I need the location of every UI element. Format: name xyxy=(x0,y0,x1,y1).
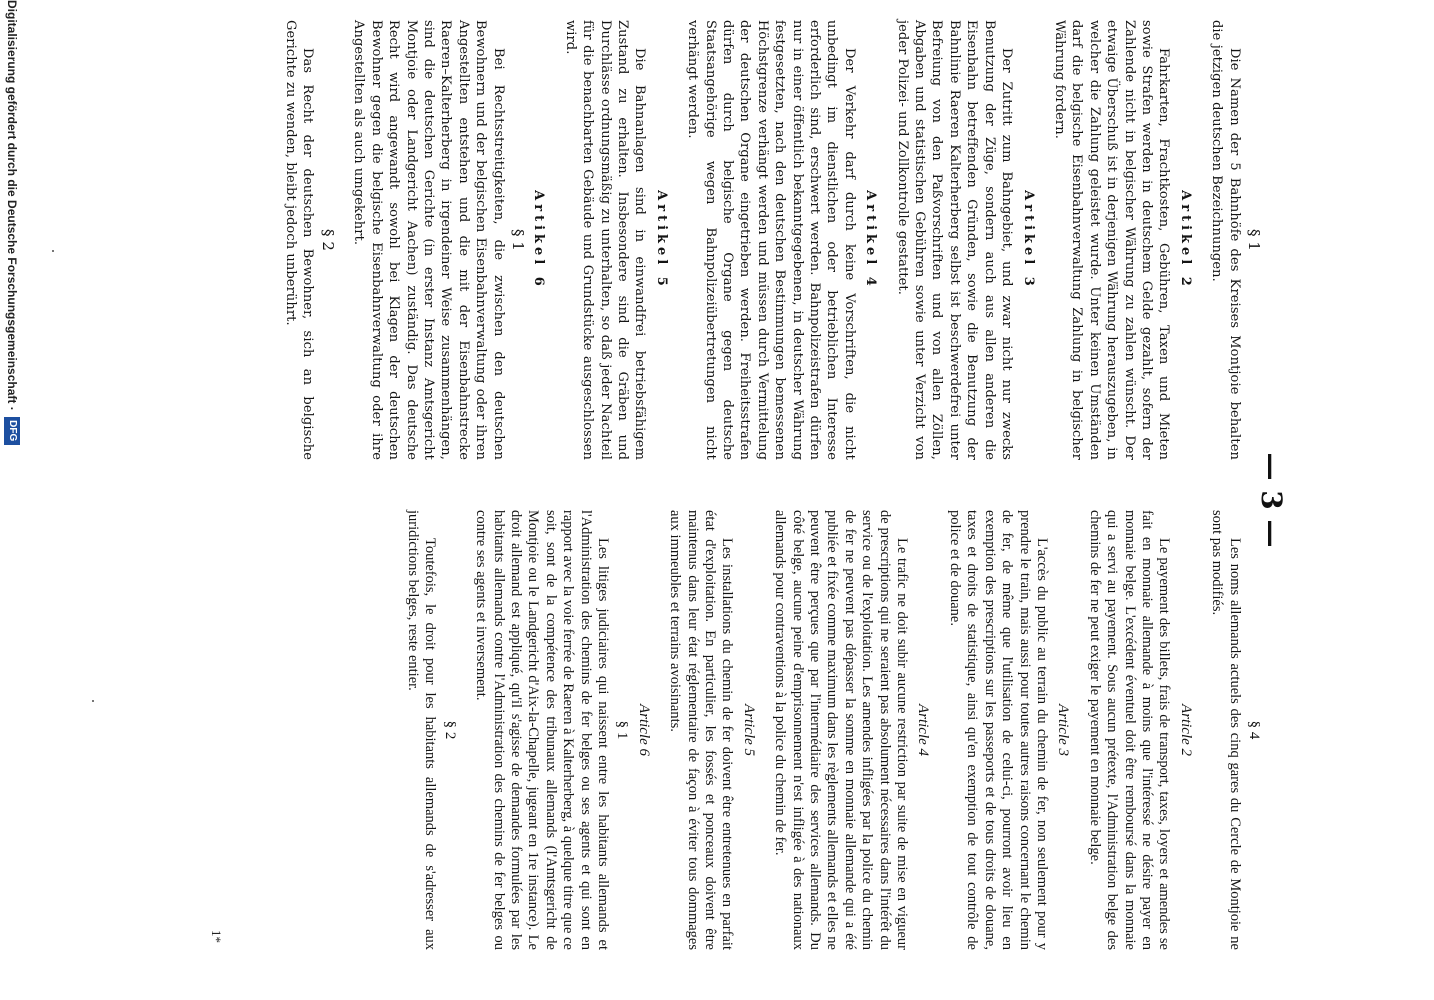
german-article-2-heading: Artikel 2 xyxy=(1177,190,1193,290)
german-section-1-text: Die Namen der 5 Bahnhöfe des Kreises Montjoie behalten die jetzigen deutschen Bezeichnungen. xyxy=(1209,20,1242,460)
french-article-3-heading: Article 3 xyxy=(1055,703,1072,757)
digitization-credit-text: Digitalisierung gefördert durch die Deutsche Forschungsgemeinschaft · xyxy=(5,0,19,411)
german-article-6-section-2-heading: § 2 xyxy=(318,228,337,252)
french-article-4-heading: Article 4 xyxy=(915,703,932,757)
page-number: — 3 — xyxy=(1255,452,1288,548)
german-article-6-section-1-text: Bei Rechtsstreitigkeiten, die zwischen den deutschen Bewohnern und der belgischen Eisenbahnverwaltung oder ihren Angestellten entstehen und die mit der Eisenbahnstrecke Raeren–Kalterherberg in irgendeiner Weise zusammenhängen, sind die deutschen Gerichte (in erster Instanz Amtsgericht Montjoie oder Landgericht Aachen) zuständig. Das deutsche Recht wird angewandt sowohl bei Klagen der deutschen Bewohner gegen die belgische Eisenbahnverwaltung oder ihre Angestellten als auch umgekehrt. xyxy=(351,20,506,460)
french-section-1-heading: § 4 xyxy=(1246,720,1262,740)
french-article-6-section-1-text: Les litiges judiciaires qui naissent entre les habitants allemands et l'Administration des chemins de fer belges ou ses agents et qui sont en rapport avec la voie ferrée de Raeren à Kalterherberg, à quelque titre que ce soit, sont de la compétence des tribunaux allemands (l'Amtsgericht de Montjoie ou le Landgericht d'Aix-la-Chapelle, jugeant en 1re instance). Le droit allemand est appliqué, qu'il s'agisse de demandes formulées par les habitants allemands contre l'Administration des chemins de fer belges ou contre ses agents et inversement. xyxy=(473,510,611,950)
scan-speck xyxy=(52,250,54,252)
german-article-6-heading: Artikel 6 xyxy=(531,190,547,290)
french-column xyxy=(390,510,1264,950)
french-article-6-heading: Article 6 xyxy=(635,703,652,757)
dfg-logo-icon: DFG xyxy=(4,417,20,445)
german-article-5-heading: Artikel 5 xyxy=(653,190,669,290)
french-article-4-text: Le trafic ne doit subir aucune restriction par suite de mise en vigueur de prescriptions qui ne seraient pas absolument nécessaires dans l'intérêt du service ou de l'exploitation. Les amendes infligées par la police du chemin de fer ne peuvent pas dépasser la somme en monnaie allemande qui a été publiée et fixée comme maximum dans les règlements allemands et elles ne peuvent être perçues que par l'intermédiaire des services allemands. Du côté belge, aucune peine d'emprisonnement n'est infligée à des nationaux allemands pour contraventions à la police du chemin de fer. xyxy=(772,510,911,950)
french-article-2-text: Le payement des billets, frais de transport, taxes, loyers et amendes se fait en monnaie allemande à moins que l'intéressé ne désire payer en monnaie belge. L'excédent éventuel doit être remboursé dans la monnaie qui a servi au payement. Sous aucun prétexte, l'Administration belge des chemins de fer ne peut exiger le payement en monnaie belge. xyxy=(1086,510,1173,950)
french-article-5-heading: Article 5 xyxy=(740,703,757,757)
german-article-2-text: Fahrkarten, Frachtkosten, Gebühren, Taxen und Mieten sowie Strafen werden in deutschem Gelde gezahlt, sofern der Zahlende nicht in belgischer Währung zu zahlen wünscht. Der etwaige Überschuß ist in derjenigen Währung herauszugeben, in welcher die Zahlung geleistet wurde. Unter keinen Umständen darf die belgische Eisenbahnverwaltung Zahlung in belgischer Währung fordern. xyxy=(1051,20,1172,460)
french-article-5-text: Les installations du chemin de fer doivent être entretenues en parfait état d'exploitation. En particulier, les fossés et ponceaux doivent être maintenus dans leur état réglementaire de façon à éviter tous dommages aux immeubles et terrains avoisinants. xyxy=(667,510,736,950)
french-section-1-text: Les noms allemands actuels des cinq gares du Cercle de Montjoie ne sont pas modifiés. xyxy=(1209,510,1243,950)
french-article-6-section-2-text: Toutefois, le droit pour les habitants allemands de s'adresser aux juridictions belges, reste entier. xyxy=(404,510,439,950)
french-article-6-section-1-heading: § 1 xyxy=(614,720,631,740)
german-article-3-text: Der Zutritt zum Bahngebiet, und zwar nicht nur zwecks Benutzung der Züge, sondern auch aus allen anderen die Eisenbahn betreffenden Gründen, sowie die Benutzung der Bahnlinie Raeren Kalterherberg selbst ist beschwerdefrei unter Befreiung von den Paßvorschriften und von allen Zöllen, Abgaben und statistischen Gebühren sowie unter Verzicht von jeder Polizei- und Zollkontrolle gestattet. xyxy=(894,20,1015,460)
german-article-5-text: Die Bahnanlagen sind in einwandfrei betriebsfähigem Zustand zu erhalten. Insbesondere sind die Gräben und Durchlässe ordnungsmäßig zu unterhalten, so daß jeder Nachteil für die benachbarten Gebäude und Grundstücke ausgeschlossen wird. xyxy=(562,20,648,460)
german-section-1-heading: § 1 xyxy=(1245,228,1263,252)
scan-speck xyxy=(92,700,94,702)
german-article-4-heading: Artikel 4 xyxy=(863,190,879,290)
french-article-6-section-2-heading: § 2 xyxy=(441,720,458,740)
german-article-6-section-2-text: Das Recht der deutschen Bewohner, sich an belgische Gerichte zu wenden, bleibt jedoch unberührt. xyxy=(283,20,316,460)
sheet-signature: 1* xyxy=(209,930,224,943)
german-article-4-text: Der Verkehr darf durch keine Vorschriften, die nicht unbedingt im dienstlichen oder betrieblichen Interesse erforderlich sind, erschwert werden. Bahnpolizeistrafen dürfen nur in einer öffentlich bekanntgegebenen, in deutscher Währung festgesetzten, nach den deutschen Bestimmungen bemessenen Höchstgrenze verhängt werden und müssen durch Vermittelung der deutschen Organe eingetrieben werden. Freiheitsstrafen dürfen durch belgische Organe gegen deutsche Staatsangehörige wegen Bahnpolizeiübertretungen nicht verhängt werden. xyxy=(685,20,857,460)
german-article-6-section-1-heading: § 1 xyxy=(508,228,527,252)
french-article-2-heading: Article 2 xyxy=(1177,703,1194,757)
french-article-3-text: L'accès du public au terrain du chemin de fer, non seulement pour y prendre le train, mais aussi pour toutes autres raisons concernant le chemin de fer, de même que l'utilisation de celui-ci, pourront avoir lieu en exemption des prescriptions sur les passeports et de tous droits de douane, taxes et droits de statistique, ainsi qu'en exemption de tout contrôle de police et de douane. xyxy=(946,510,1050,950)
german-column xyxy=(268,20,1264,460)
digitization-credit xyxy=(0,0,24,1000)
german-article-3-heading: Artikel 3 xyxy=(1020,190,1036,290)
